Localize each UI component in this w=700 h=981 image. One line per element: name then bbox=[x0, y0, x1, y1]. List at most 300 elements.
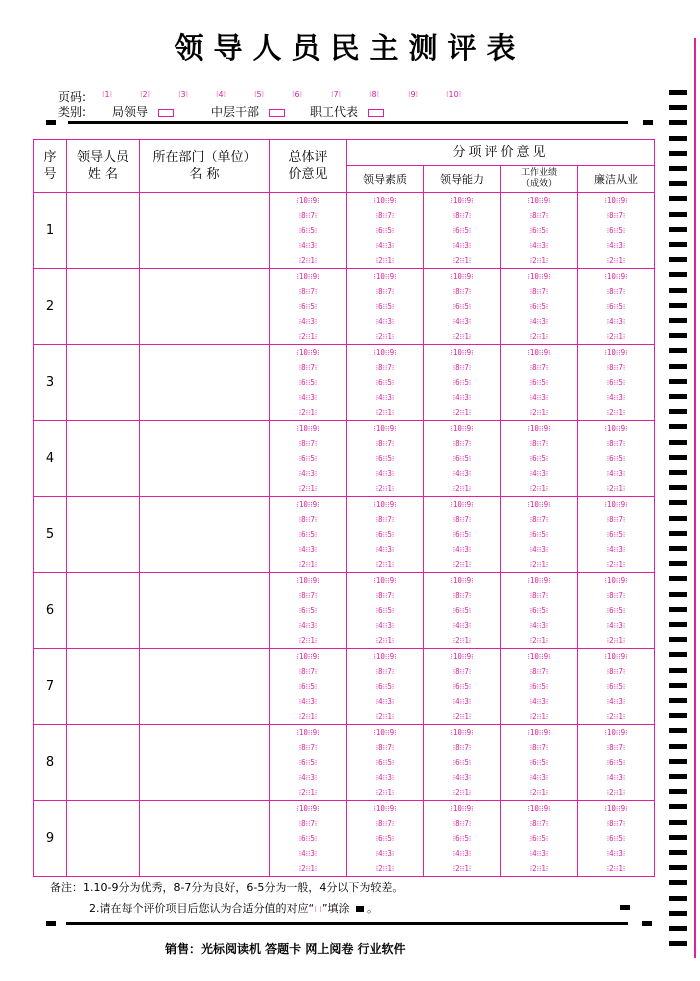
score-bubble-pair[interactable]: ⁝2⁝⁝1⁝ bbox=[298, 560, 318, 569]
score-bubble-pair[interactable]: ⁝6⁝⁝5⁝ bbox=[452, 530, 472, 539]
dept-cell[interactable] bbox=[140, 421, 270, 497]
score-bubble-pair[interactable]: ⁝4⁝⁝3⁝ bbox=[298, 393, 318, 402]
score-bubble-pair[interactable]: ⁝4⁝⁝3⁝ bbox=[298, 469, 318, 478]
score-bubble-pair[interactable]: ⁝4⁝⁝3⁝ bbox=[298, 545, 318, 554]
score-bubble-pair[interactable]: ⁝8⁝⁝7⁝ bbox=[298, 439, 318, 448]
score-bubble-pair[interactable]: ⁝6⁝⁝5⁝ bbox=[375, 682, 395, 691]
score-bubble-pair[interactable]: ⁝6⁝⁝5⁝ bbox=[452, 606, 472, 615]
score-bubbles[interactable] bbox=[347, 649, 424, 725]
score-bubble-pair[interactable]: ⁝10⁝⁝9⁝ bbox=[604, 576, 628, 585]
score-bubbles[interactable] bbox=[424, 801, 501, 877]
score-bubble-pair[interactable]: ⁝8⁝⁝7⁝ bbox=[298, 287, 318, 296]
score-bubble-pair[interactable]: ⁝2⁝⁝1⁝ bbox=[298, 712, 318, 721]
score-bubbles[interactable] bbox=[347, 497, 424, 573]
score-bubble-pair[interactable]: ⁝6⁝⁝5⁝ bbox=[606, 834, 626, 843]
score-bubble-pair[interactable]: ⁝10⁝⁝9⁝ bbox=[296, 348, 320, 357]
page-code-bubble[interactable]: ⁝1⁝ bbox=[102, 90, 113, 99]
score-bubble-pair[interactable]: ⁝2⁝⁝1⁝ bbox=[606, 256, 626, 265]
score-bubble-pair[interactable]: ⁝2⁝⁝1⁝ bbox=[529, 788, 549, 797]
score-bubble-pair[interactable]: ⁝6⁝⁝5⁝ bbox=[452, 226, 472, 235]
score-bubble-pair[interactable]: ⁝2⁝⁝1⁝ bbox=[452, 712, 472, 721]
score-bubble-pair[interactable]: ⁝8⁝⁝7⁝ bbox=[375, 819, 395, 828]
name-cell[interactable] bbox=[67, 269, 140, 345]
score-bubble-pair[interactable]: ⁝2⁝⁝1⁝ bbox=[298, 864, 318, 873]
score-bubble-pair[interactable]: ⁝4⁝⁝3⁝ bbox=[452, 317, 472, 326]
name-cell[interactable] bbox=[67, 193, 140, 269]
page-code-bubble[interactable]: ⁝3⁝ bbox=[178, 90, 189, 99]
score-bubble-pair[interactable]: ⁝8⁝⁝7⁝ bbox=[375, 363, 395, 372]
score-bubble-pair[interactable]: ⁝2⁝⁝1⁝ bbox=[298, 332, 318, 341]
score-bubble-pair[interactable]: ⁝4⁝⁝3⁝ bbox=[375, 545, 395, 554]
score-bubble-pair[interactable]: ⁝8⁝⁝7⁝ bbox=[452, 287, 472, 296]
score-bubble-pair[interactable]: ⁝8⁝⁝7⁝ bbox=[298, 819, 318, 828]
score-bubble-pair[interactable]: ⁝8⁝⁝7⁝ bbox=[452, 439, 472, 448]
score-bubble-pair[interactable]: ⁝4⁝⁝3⁝ bbox=[529, 849, 549, 858]
score-bubble-pair[interactable]: ⁝8⁝⁝7⁝ bbox=[375, 591, 395, 600]
score-bubble-pair[interactable]: ⁝2⁝⁝1⁝ bbox=[452, 256, 472, 265]
score-bubble-pair[interactable]: ⁝2⁝⁝1⁝ bbox=[375, 560, 395, 569]
score-bubble-pair[interactable]: ⁝10⁝⁝9⁝ bbox=[527, 424, 551, 433]
score-bubble-pair[interactable]: ⁝4⁝⁝3⁝ bbox=[529, 393, 549, 402]
score-bubble-pair[interactable]: ⁝4⁝⁝3⁝ bbox=[298, 849, 318, 858]
score-bubble-pair[interactable]: ⁝6⁝⁝5⁝ bbox=[375, 226, 395, 235]
score-bubble-pair[interactable]: ⁝10⁝⁝9⁝ bbox=[527, 652, 551, 661]
score-bubble-pair[interactable]: ⁝10⁝⁝9⁝ bbox=[527, 576, 551, 585]
score-bubbles[interactable] bbox=[347, 573, 424, 649]
score-bubbles[interactable] bbox=[501, 573, 578, 649]
score-bubble-pair[interactable]: ⁝2⁝⁝1⁝ bbox=[529, 408, 549, 417]
score-bubbles[interactable] bbox=[270, 649, 347, 725]
score-bubble-pair[interactable]: ⁝10⁝⁝9⁝ bbox=[450, 804, 474, 813]
page-code-bubble[interactable]: ⁝6⁝ bbox=[292, 90, 303, 99]
score-bubble-pair[interactable]: ⁝2⁝⁝1⁝ bbox=[298, 636, 318, 645]
score-bubble-pair[interactable]: ⁝2⁝⁝1⁝ bbox=[298, 408, 318, 417]
score-bubble-pair[interactable]: ⁝10⁝⁝9⁝ bbox=[527, 196, 551, 205]
score-bubble-pair[interactable]: ⁝6⁝⁝5⁝ bbox=[606, 378, 626, 387]
score-bubble-pair[interactable]: ⁝4⁝⁝3⁝ bbox=[452, 621, 472, 630]
score-bubble-pair[interactable]: ⁝2⁝⁝1⁝ bbox=[452, 484, 472, 493]
score-bubble-pair[interactable]: ⁝6⁝⁝5⁝ bbox=[452, 454, 472, 463]
dept-cell[interactable] bbox=[140, 193, 270, 269]
score-bubble-pair[interactable]: ⁝4⁝⁝3⁝ bbox=[606, 469, 626, 478]
score-bubble-pair[interactable]: ⁝10⁝⁝9⁝ bbox=[373, 272, 397, 281]
score-bubbles[interactable] bbox=[347, 345, 424, 421]
score-bubble-pair[interactable]: ⁝2⁝⁝1⁝ bbox=[452, 332, 472, 341]
score-bubble-pair[interactable]: ⁝10⁝⁝9⁝ bbox=[450, 348, 474, 357]
score-bubble-pair[interactable]: ⁝4⁝⁝3⁝ bbox=[375, 621, 395, 630]
score-bubble-pair[interactable]: ⁝2⁝⁝1⁝ bbox=[529, 864, 549, 873]
score-bubble-pair[interactable]: ⁝4⁝⁝3⁝ bbox=[452, 393, 472, 402]
page-code-bubble[interactable]: ⁝9⁝ bbox=[408, 90, 419, 99]
score-bubble-pair[interactable]: ⁝4⁝⁝3⁝ bbox=[606, 621, 626, 630]
score-bubble-pair[interactable]: ⁝8⁝⁝7⁝ bbox=[298, 667, 318, 676]
score-bubble-pair[interactable]: ⁝10⁝⁝9⁝ bbox=[450, 424, 474, 433]
dept-cell[interactable] bbox=[140, 725, 270, 801]
score-bubble-pair[interactable]: ⁝2⁝⁝1⁝ bbox=[452, 408, 472, 417]
score-bubble-pair[interactable]: ⁝2⁝⁝1⁝ bbox=[606, 636, 626, 645]
score-bubble-pair[interactable]: ⁝10⁝⁝9⁝ bbox=[373, 576, 397, 585]
score-bubble-pair[interactable]: ⁝8⁝⁝7⁝ bbox=[529, 211, 549, 220]
score-bubble-pair[interactable]: ⁝6⁝⁝5⁝ bbox=[375, 606, 395, 615]
score-bubbles[interactable] bbox=[424, 269, 501, 345]
dept-cell[interactable] bbox=[140, 269, 270, 345]
score-bubble-pair[interactable]: ⁝6⁝⁝5⁝ bbox=[375, 758, 395, 767]
score-bubble-pair[interactable]: ⁝8⁝⁝7⁝ bbox=[529, 439, 549, 448]
score-bubble-pair[interactable]: ⁝10⁝⁝9⁝ bbox=[527, 728, 551, 737]
score-bubbles[interactable] bbox=[270, 801, 347, 877]
score-bubbles[interactable] bbox=[347, 193, 424, 269]
score-bubble-pair[interactable]: ⁝4⁝⁝3⁝ bbox=[606, 393, 626, 402]
score-bubble-pair[interactable]: ⁝10⁝⁝9⁝ bbox=[373, 196, 397, 205]
score-bubble-pair[interactable]: ⁝10⁝⁝9⁝ bbox=[373, 348, 397, 357]
score-bubble-pair[interactable]: ⁝6⁝⁝5⁝ bbox=[529, 682, 549, 691]
score-bubble-pair[interactable]: ⁝2⁝⁝1⁝ bbox=[606, 560, 626, 569]
score-bubble-pair[interactable]: ⁝8⁝⁝7⁝ bbox=[606, 211, 626, 220]
name-cell[interactable] bbox=[67, 421, 140, 497]
score-bubble-pair[interactable]: ⁝4⁝⁝3⁝ bbox=[606, 773, 626, 782]
score-bubble-pair[interactable]: ⁝2⁝⁝1⁝ bbox=[452, 636, 472, 645]
score-bubbles[interactable] bbox=[578, 725, 655, 801]
score-bubble-pair[interactable]: ⁝8⁝⁝7⁝ bbox=[298, 515, 318, 524]
score-bubble-pair[interactable]: ⁝6⁝⁝5⁝ bbox=[606, 606, 626, 615]
score-bubble-pair[interactable]: ⁝6⁝⁝5⁝ bbox=[298, 454, 318, 463]
score-bubbles[interactable] bbox=[501, 345, 578, 421]
score-bubbles[interactable] bbox=[347, 725, 424, 801]
page-code-bubble[interactable]: ⁝8⁝ bbox=[369, 90, 380, 99]
score-bubble-pair[interactable]: ⁝10⁝⁝9⁝ bbox=[296, 804, 320, 813]
score-bubble-pair[interactable]: ⁝10⁝⁝9⁝ bbox=[373, 424, 397, 433]
score-bubble-pair[interactable]: ⁝6⁝⁝5⁝ bbox=[529, 226, 549, 235]
score-bubble-pair[interactable]: ⁝6⁝⁝5⁝ bbox=[529, 758, 549, 767]
score-bubble-pair[interactable]: ⁝2⁝⁝1⁝ bbox=[529, 636, 549, 645]
score-bubble-pair[interactable]: ⁝8⁝⁝7⁝ bbox=[606, 819, 626, 828]
score-bubbles[interactable] bbox=[578, 269, 655, 345]
score-bubble-pair[interactable]: ⁝4⁝⁝3⁝ bbox=[452, 849, 472, 858]
score-bubble-pair[interactable]: ⁝6⁝⁝5⁝ bbox=[606, 226, 626, 235]
score-bubble-pair[interactable]: ⁝2⁝⁝1⁝ bbox=[375, 256, 395, 265]
score-bubble-pair[interactable]: ⁝6⁝⁝5⁝ bbox=[298, 530, 318, 539]
score-bubble-pair[interactable]: ⁝4⁝⁝3⁝ bbox=[529, 697, 549, 706]
score-bubbles[interactable] bbox=[578, 649, 655, 725]
score-bubble-pair[interactable]: ⁝6⁝⁝5⁝ bbox=[375, 530, 395, 539]
score-bubble-pair[interactable]: ⁝6⁝⁝5⁝ bbox=[375, 378, 395, 387]
score-bubbles[interactable] bbox=[424, 193, 501, 269]
score-bubble-pair[interactable]: ⁝2⁝⁝1⁝ bbox=[375, 712, 395, 721]
score-bubble-pair[interactable]: ⁝8⁝⁝7⁝ bbox=[375, 211, 395, 220]
category-option-staff[interactable] bbox=[310, 103, 384, 120]
score-bubble-pair[interactable]: ⁝6⁝⁝5⁝ bbox=[529, 606, 549, 615]
score-bubble-pair[interactable]: ⁝6⁝⁝5⁝ bbox=[298, 302, 318, 311]
score-bubble-pair[interactable]: ⁝4⁝⁝3⁝ bbox=[606, 545, 626, 554]
score-bubble-pair[interactable]: ⁝10⁝⁝9⁝ bbox=[296, 500, 320, 509]
score-bubble-pair[interactable]: ⁝6⁝⁝5⁝ bbox=[375, 302, 395, 311]
score-bubble-pair[interactable]: ⁝10⁝⁝9⁝ bbox=[373, 804, 397, 813]
score-bubble-pair[interactable]: ⁝4⁝⁝3⁝ bbox=[452, 545, 472, 554]
score-bubble-pair[interactable]: ⁝10⁝⁝9⁝ bbox=[604, 196, 628, 205]
score-bubble-pair[interactable]: ⁝8⁝⁝7⁝ bbox=[452, 591, 472, 600]
score-bubble-pair[interactable]: ⁝4⁝⁝3⁝ bbox=[529, 241, 549, 250]
score-bubble-pair[interactable]: ⁝10⁝⁝9⁝ bbox=[604, 728, 628, 737]
score-bubble-pair[interactable]: ⁝8⁝⁝7⁝ bbox=[452, 743, 472, 752]
score-bubbles[interactable] bbox=[501, 725, 578, 801]
score-bubble-pair[interactable]: ⁝8⁝⁝7⁝ bbox=[298, 363, 318, 372]
dept-cell[interactable] bbox=[140, 497, 270, 573]
score-bubble-pair[interactable]: ⁝6⁝⁝5⁝ bbox=[529, 454, 549, 463]
score-bubble-pair[interactable]: ⁝6⁝⁝5⁝ bbox=[298, 758, 318, 767]
score-bubble-pair[interactable]: ⁝10⁝⁝9⁝ bbox=[296, 576, 320, 585]
score-bubble-pair[interactable]: ⁝4⁝⁝3⁝ bbox=[375, 849, 395, 858]
score-bubbles[interactable] bbox=[270, 193, 347, 269]
dept-cell[interactable] bbox=[140, 345, 270, 421]
score-bubble-pair[interactable]: ⁝8⁝⁝7⁝ bbox=[529, 363, 549, 372]
score-bubble-pair[interactable]: ⁝2⁝⁝1⁝ bbox=[452, 864, 472, 873]
score-bubble-pair[interactable]: ⁝4⁝⁝3⁝ bbox=[375, 317, 395, 326]
score-bubble-pair[interactable]: ⁝6⁝⁝5⁝ bbox=[452, 682, 472, 691]
score-bubble-pair[interactable]: ⁝8⁝⁝7⁝ bbox=[529, 591, 549, 600]
score-bubble-pair[interactable]: ⁝4⁝⁝3⁝ bbox=[452, 469, 472, 478]
score-bubble-pair[interactable]: ⁝10⁝⁝9⁝ bbox=[604, 500, 628, 509]
score-bubble-pair[interactable]: ⁝8⁝⁝7⁝ bbox=[529, 667, 549, 676]
page-code-bubble[interactable]: ⁝4⁝ bbox=[216, 90, 227, 99]
score-bubble-pair[interactable]: ⁝6⁝⁝5⁝ bbox=[298, 834, 318, 843]
score-bubble-pair[interactable]: ⁝2⁝⁝1⁝ bbox=[529, 712, 549, 721]
score-bubble-pair[interactable]: ⁝2⁝⁝1⁝ bbox=[375, 636, 395, 645]
dept-cell[interactable] bbox=[140, 649, 270, 725]
score-bubble-pair[interactable]: ⁝4⁝⁝3⁝ bbox=[529, 621, 549, 630]
score-bubble-pair[interactable]: ⁝8⁝⁝7⁝ bbox=[452, 515, 472, 524]
score-bubble-pair[interactable]: ⁝6⁝⁝5⁝ bbox=[452, 302, 472, 311]
score-bubble-pair[interactable]: ⁝8⁝⁝7⁝ bbox=[606, 439, 626, 448]
score-bubble-pair[interactable]: ⁝2⁝⁝1⁝ bbox=[606, 712, 626, 721]
dept-cell[interactable] bbox=[140, 573, 270, 649]
score-bubble-pair[interactable]: ⁝6⁝⁝5⁝ bbox=[298, 682, 318, 691]
score-bubble-pair[interactable]: ⁝2⁝⁝1⁝ bbox=[298, 484, 318, 493]
score-bubble-pair[interactable]: ⁝6⁝⁝5⁝ bbox=[606, 530, 626, 539]
score-bubbles[interactable] bbox=[578, 345, 655, 421]
score-bubble-pair[interactable]: ⁝4⁝⁝3⁝ bbox=[529, 469, 549, 478]
score-bubble-pair[interactable]: ⁝2⁝⁝1⁝ bbox=[606, 408, 626, 417]
score-bubble-pair[interactable]: ⁝10⁝⁝9⁝ bbox=[604, 424, 628, 433]
score-bubble-pair[interactable]: ⁝6⁝⁝5⁝ bbox=[298, 606, 318, 615]
score-bubbles[interactable] bbox=[501, 801, 578, 877]
score-bubble-pair[interactable]: ⁝10⁝⁝9⁝ bbox=[450, 576, 474, 585]
score-bubbles[interactable] bbox=[424, 345, 501, 421]
score-bubble-pair[interactable]: ⁝8⁝⁝7⁝ bbox=[452, 819, 472, 828]
score-bubble-pair[interactable]: ⁝10⁝⁝9⁝ bbox=[296, 652, 320, 661]
score-bubble-pair[interactable]: ⁝8⁝⁝7⁝ bbox=[298, 591, 318, 600]
score-bubble-pair[interactable]: ⁝4⁝⁝3⁝ bbox=[606, 849, 626, 858]
score-bubble-pair[interactable]: ⁝6⁝⁝5⁝ bbox=[298, 378, 318, 387]
score-bubbles[interactable] bbox=[270, 497, 347, 573]
score-bubble-pair[interactable]: ⁝10⁝⁝9⁝ bbox=[450, 652, 474, 661]
name-cell[interactable] bbox=[67, 725, 140, 801]
score-bubble-pair[interactable]: ⁝4⁝⁝3⁝ bbox=[298, 697, 318, 706]
score-bubbles[interactable] bbox=[270, 421, 347, 497]
page-code-bubble[interactable]: ⁝2⁝ bbox=[140, 90, 151, 99]
score-bubbles[interactable] bbox=[501, 497, 578, 573]
score-bubble-pair[interactable]: ⁝2⁝⁝1⁝ bbox=[529, 560, 549, 569]
score-bubble-pair[interactable]: ⁝8⁝⁝7⁝ bbox=[452, 211, 472, 220]
score-bubble-pair[interactable]: ⁝4⁝⁝3⁝ bbox=[606, 241, 626, 250]
score-bubble-pair[interactable]: ⁝4⁝⁝3⁝ bbox=[298, 241, 318, 250]
score-bubbles[interactable] bbox=[501, 269, 578, 345]
score-bubble-pair[interactable]: ⁝8⁝⁝7⁝ bbox=[529, 743, 549, 752]
score-bubbles[interactable] bbox=[578, 801, 655, 877]
score-bubble-pair[interactable]: ⁝8⁝⁝7⁝ bbox=[606, 743, 626, 752]
score-bubble-pair[interactable]: ⁝8⁝⁝7⁝ bbox=[452, 363, 472, 372]
score-bubble-pair[interactable]: ⁝6⁝⁝5⁝ bbox=[606, 454, 626, 463]
score-bubble-pair[interactable]: ⁝2⁝⁝1⁝ bbox=[606, 484, 626, 493]
score-bubble-pair[interactable]: ⁝4⁝⁝3⁝ bbox=[298, 773, 318, 782]
score-bubble-pair[interactable]: ⁝10⁝⁝9⁝ bbox=[373, 652, 397, 661]
score-bubble-pair[interactable]: ⁝4⁝⁝3⁝ bbox=[452, 697, 472, 706]
score-bubble-pair[interactable]: ⁝2⁝⁝1⁝ bbox=[375, 484, 395, 493]
score-bubble-pair[interactable]: ⁝2⁝⁝1⁝ bbox=[375, 788, 395, 797]
score-bubble-pair[interactable]: ⁝2⁝⁝1⁝ bbox=[375, 408, 395, 417]
score-bubbles[interactable] bbox=[578, 193, 655, 269]
category-option-bureau[interactable] bbox=[112, 103, 174, 120]
score-bubble-pair[interactable]: ⁝8⁝⁝7⁝ bbox=[452, 667, 472, 676]
page-code-bubble[interactable]: ⁝7⁝ bbox=[331, 90, 342, 99]
name-cell[interactable] bbox=[67, 497, 140, 573]
score-bubble-pair[interactable]: ⁝4⁝⁝3⁝ bbox=[298, 621, 318, 630]
score-bubble-pair[interactable]: ⁝4⁝⁝3⁝ bbox=[452, 773, 472, 782]
score-bubble-pair[interactable]: ⁝8⁝⁝7⁝ bbox=[298, 743, 318, 752]
score-bubble-pair[interactable]: ⁝6⁝⁝5⁝ bbox=[452, 378, 472, 387]
score-bubble-pair[interactable]: ⁝6⁝⁝5⁝ bbox=[375, 454, 395, 463]
score-bubble-pair[interactable]: ⁝8⁝⁝7⁝ bbox=[529, 515, 549, 524]
score-bubbles[interactable] bbox=[578, 497, 655, 573]
score-bubbles[interactable] bbox=[347, 269, 424, 345]
score-bubbles[interactable] bbox=[347, 801, 424, 877]
score-bubble-pair[interactable]: ⁝4⁝⁝3⁝ bbox=[452, 241, 472, 250]
score-bubble-pair[interactable]: ⁝6⁝⁝5⁝ bbox=[375, 834, 395, 843]
score-bubble-pair[interactable]: ⁝8⁝⁝7⁝ bbox=[606, 515, 626, 524]
score-bubble-pair[interactable]: ⁝10⁝⁝9⁝ bbox=[296, 728, 320, 737]
score-bubble-pair[interactable]: ⁝10⁝⁝9⁝ bbox=[450, 728, 474, 737]
score-bubble-pair[interactable]: ⁝4⁝⁝3⁝ bbox=[529, 317, 549, 326]
score-bubble-pair[interactable]: ⁝2⁝⁝1⁝ bbox=[375, 864, 395, 873]
score-bubbles[interactable] bbox=[347, 421, 424, 497]
score-bubble-pair[interactable]: ⁝8⁝⁝7⁝ bbox=[529, 287, 549, 296]
score-bubble-pair[interactable]: ⁝10⁝⁝9⁝ bbox=[373, 500, 397, 509]
score-bubble-pair[interactable]: ⁝6⁝⁝5⁝ bbox=[529, 378, 549, 387]
score-bubble-pair[interactable]: ⁝4⁝⁝3⁝ bbox=[529, 545, 549, 554]
score-bubble-pair[interactable]: ⁝6⁝⁝5⁝ bbox=[529, 834, 549, 843]
score-bubbles[interactable] bbox=[270, 573, 347, 649]
score-bubble-pair[interactable]: ⁝6⁝⁝5⁝ bbox=[298, 226, 318, 235]
score-bubbles[interactable] bbox=[424, 573, 501, 649]
score-bubble-pair[interactable]: ⁝8⁝⁝7⁝ bbox=[375, 439, 395, 448]
score-bubble-pair[interactable]: ⁝4⁝⁝3⁝ bbox=[375, 697, 395, 706]
score-bubble-pair[interactable]: ⁝10⁝⁝9⁝ bbox=[450, 196, 474, 205]
score-bubbles[interactable] bbox=[501, 649, 578, 725]
score-bubble-pair[interactable]: ⁝10⁝⁝9⁝ bbox=[604, 272, 628, 281]
score-bubbles[interactable] bbox=[424, 649, 501, 725]
score-bubble-pair[interactable]: ⁝10⁝⁝9⁝ bbox=[373, 728, 397, 737]
category-option-middle[interactable] bbox=[211, 103, 285, 120]
score-bubble-pair[interactable]: ⁝10⁝⁝9⁝ bbox=[527, 804, 551, 813]
score-bubble-pair[interactable]: ⁝4⁝⁝3⁝ bbox=[375, 469, 395, 478]
score-bubble-pair[interactable]: ⁝10⁝⁝9⁝ bbox=[450, 500, 474, 509]
score-bubble-pair[interactable]: ⁝10⁝⁝9⁝ bbox=[296, 424, 320, 433]
score-bubbles[interactable] bbox=[270, 345, 347, 421]
name-cell[interactable] bbox=[67, 649, 140, 725]
score-bubbles[interactable] bbox=[578, 573, 655, 649]
score-bubbles[interactable] bbox=[424, 421, 501, 497]
score-bubble-pair[interactable]: ⁝8⁝⁝7⁝ bbox=[298, 211, 318, 220]
name-cell[interactable] bbox=[67, 573, 140, 649]
score-bubble-pair[interactable]: ⁝6⁝⁝5⁝ bbox=[529, 302, 549, 311]
score-bubble-pair[interactable]: ⁝6⁝⁝5⁝ bbox=[606, 682, 626, 691]
score-bubbles[interactable] bbox=[424, 497, 501, 573]
score-bubble-pair[interactable]: ⁝8⁝⁝7⁝ bbox=[375, 743, 395, 752]
score-bubble-pair[interactable]: ⁝10⁝⁝9⁝ bbox=[527, 348, 551, 357]
score-bubble-pair[interactable]: ⁝2⁝⁝1⁝ bbox=[529, 256, 549, 265]
page-code-bubble[interactable]: ⁝5⁝ bbox=[254, 90, 265, 99]
score-bubble-pair[interactable]: ⁝8⁝⁝7⁝ bbox=[375, 287, 395, 296]
score-bubble-pair[interactable]: ⁝2⁝⁝1⁝ bbox=[529, 332, 549, 341]
score-bubble-pair[interactable]: ⁝4⁝⁝3⁝ bbox=[375, 773, 395, 782]
score-bubble-pair[interactable]: ⁝6⁝⁝5⁝ bbox=[606, 302, 626, 311]
score-bubble-pair[interactable]: ⁝6⁝⁝5⁝ bbox=[452, 834, 472, 843]
score-bubble-pair[interactable]: ⁝6⁝⁝5⁝ bbox=[529, 530, 549, 539]
score-bubble-pair[interactable]: ⁝2⁝⁝1⁝ bbox=[298, 788, 318, 797]
score-bubble-pair[interactable]: ⁝8⁝⁝7⁝ bbox=[375, 515, 395, 524]
score-bubble-pair[interactable]: ⁝8⁝⁝7⁝ bbox=[529, 819, 549, 828]
score-bubble-pair[interactable]: ⁝2⁝⁝1⁝ bbox=[606, 788, 626, 797]
score-bubble-pair[interactable]: ⁝4⁝⁝3⁝ bbox=[529, 773, 549, 782]
score-bubble-pair[interactable]: ⁝10⁝⁝9⁝ bbox=[450, 272, 474, 281]
score-bubble-pair[interactable]: ⁝2⁝⁝1⁝ bbox=[375, 332, 395, 341]
score-bubbles[interactable] bbox=[270, 269, 347, 345]
score-bubble-pair[interactable]: ⁝10⁝⁝9⁝ bbox=[604, 652, 628, 661]
score-bubble-pair[interactable]: ⁝4⁝⁝3⁝ bbox=[298, 317, 318, 326]
score-bubble-pair[interactable]: ⁝6⁝⁝5⁝ bbox=[452, 758, 472, 767]
score-bubble-pair[interactable]: ⁝8⁝⁝7⁝ bbox=[606, 591, 626, 600]
score-bubbles[interactable] bbox=[270, 725, 347, 801]
score-bubble-pair[interactable]: ⁝2⁝⁝1⁝ bbox=[298, 256, 318, 265]
score-bubble-pair[interactable]: ⁝8⁝⁝7⁝ bbox=[375, 667, 395, 676]
score-bubble-pair[interactable]: ⁝10⁝⁝9⁝ bbox=[527, 272, 551, 281]
score-bubble-pair[interactable]: ⁝8⁝⁝7⁝ bbox=[606, 363, 626, 372]
score-bubble-pair[interactable]: ⁝10⁝⁝9⁝ bbox=[604, 348, 628, 357]
score-bubbles[interactable] bbox=[501, 193, 578, 269]
score-bubble-pair[interactable]: ⁝10⁝⁝9⁝ bbox=[604, 804, 628, 813]
score-bubble-pair[interactable]: ⁝8⁝⁝7⁝ bbox=[606, 287, 626, 296]
dept-cell[interactable] bbox=[140, 801, 270, 877]
score-bubble-pair[interactable]: ⁝10⁝⁝9⁝ bbox=[527, 500, 551, 509]
name-cell[interactable] bbox=[67, 801, 140, 877]
score-bubble-pair[interactable]: ⁝2⁝⁝1⁝ bbox=[529, 484, 549, 493]
page-code-bubble[interactable]: ⁝10⁝ bbox=[446, 90, 462, 99]
score-bubble-pair[interactable]: ⁝10⁝⁝9⁝ bbox=[296, 272, 320, 281]
score-bubble-pair[interactable]: ⁝8⁝⁝7⁝ bbox=[606, 667, 626, 676]
score-bubble-pair[interactable]: ⁝4⁝⁝3⁝ bbox=[606, 317, 626, 326]
score-bubble-pair[interactable]: ⁝4⁝⁝3⁝ bbox=[375, 393, 395, 402]
score-bubble-pair[interactable]: ⁝2⁝⁝1⁝ bbox=[452, 560, 472, 569]
score-bubble-pair[interactable]: ⁝10⁝⁝9⁝ bbox=[296, 196, 320, 205]
score-bubbles[interactable] bbox=[501, 421, 578, 497]
score-bubbles[interactable] bbox=[578, 421, 655, 497]
score-bubble-pair[interactable]: ⁝6⁝⁝5⁝ bbox=[606, 758, 626, 767]
score-bubble-pair[interactable]: ⁝4⁝⁝3⁝ bbox=[606, 697, 626, 706]
score-bubble-pair[interactable]: ⁝2⁝⁝1⁝ bbox=[452, 788, 472, 797]
score-bubble-pair[interactable]: ⁝2⁝⁝1⁝ bbox=[606, 332, 626, 341]
score-bubble-pair[interactable]: ⁝4⁝⁝3⁝ bbox=[375, 241, 395, 250]
name-cell[interactable] bbox=[67, 345, 140, 421]
score-bubbles[interactable] bbox=[424, 725, 501, 801]
